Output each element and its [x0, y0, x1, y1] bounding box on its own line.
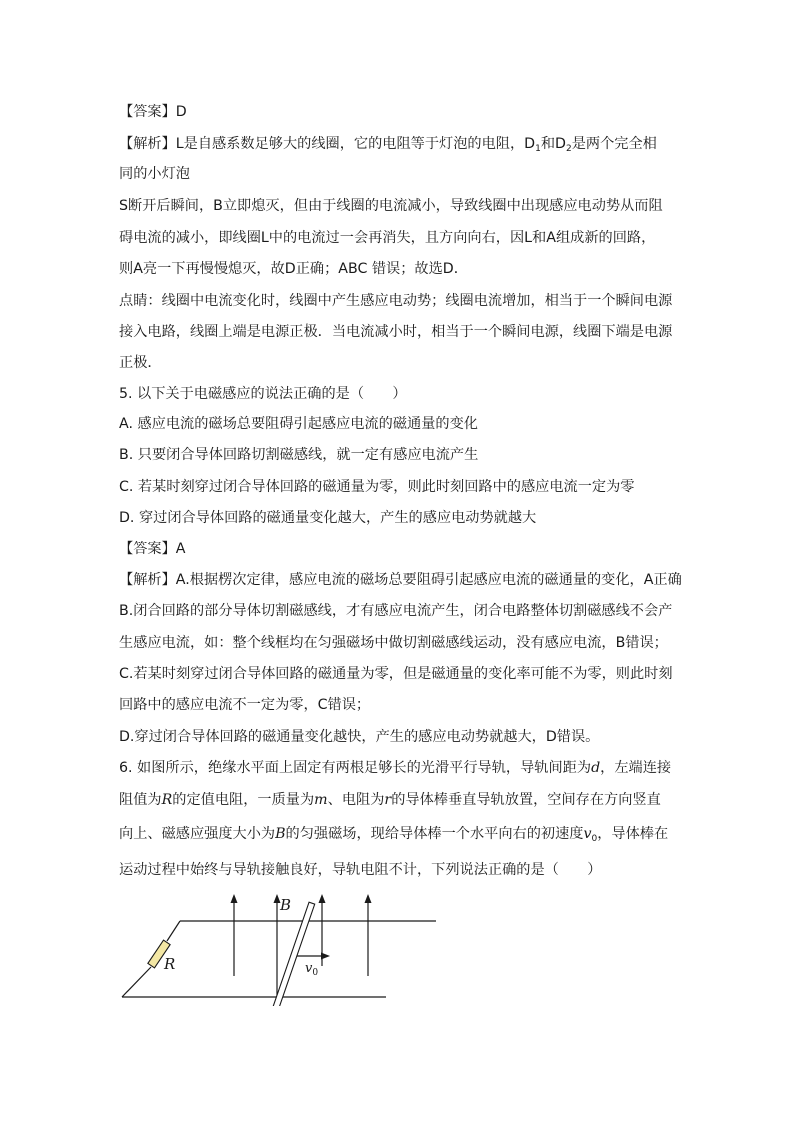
- q4-note-line-3: 正极．: [119, 355, 162, 371]
- q5-analysis-line-4: C.若某时刻穿过闭合导体回路的磁通量为零，但是磁通量的变化率可能不为零，则此时刻: [119, 666, 673, 682]
- q6-stem-line-2: 阻值为R的定值电阻，一质量为m、电阻为r的导体棒垂直导轨放置，空间存在方向竖直: [119, 792, 661, 808]
- q5-stem: 5. 以下关于电磁感应的说法正确的是（ ）: [119, 386, 407, 402]
- q5-analysis-line-6: D.穿过闭合导体回路的磁通量变化越快，产生的感应电动势就越大，D错误。: [119, 729, 600, 745]
- q4-note-line-2: 接入电路，线圈上端是电源正极．当电流减小时，相当于一个瞬间电源，线圈下端是电源: [119, 324, 673, 340]
- label-B: B: [280, 896, 292, 914]
- left-wire-bottom: [122, 967, 151, 997]
- q4-answer: 【答案】D: [119, 104, 187, 120]
- q5-analysis-line-2: B.闭合回路的部分导体切割磁感线，才有感应电流产生，闭合电路整体切割磁感线不会产: [119, 603, 673, 619]
- arrowhead-3: [319, 894, 326, 903]
- q5-analysis-line-3: 生感应电流，如：整个线框均在匀强磁场中做切割磁感线运动，没有感应电流，B错误；: [119, 635, 668, 651]
- q4-note-line-1: 点睛：线圈中电流变化时，线圈中产生感应电动势；线圈电流增加，相当于一个瞬间电源: [119, 293, 673, 309]
- conductor-rod: [271, 902, 314, 1006]
- q5-option-b: B. 只要闭合导体回路切割磁感线，就一定有感应电流产生: [119, 447, 479, 463]
- q4-analysis-line-1: 【解析】L是自感系数足够大的线圈，它的电阻等于灯泡的电阻，$D_1$和$D_2$是两个完全相: [119, 136, 657, 154]
- label-v0: $v_0$: [305, 961, 319, 978]
- label-R: R: [164, 955, 176, 973]
- q5-option-a: A. 感应电流的磁场总要阻碍引起感应电流的磁通量的变化: [119, 416, 478, 432]
- rail-circuit-figure: [118, 886, 448, 1006]
- q4-analysis-line-3: S断开后瞬间，B立即熄灭，但由于线圈的电流减小，导致线圈中出现感应电动势从而阻: [119, 198, 663, 214]
- q5-answer: 【答案】A: [119, 541, 186, 557]
- q4-analysis-line-5: 则A亮一下再慢慢熄灭，故D正确；ABC 错误；故选D．: [119, 261, 468, 277]
- left-wire-top: [167, 921, 180, 941]
- q5-analysis-line-1: 【解析】A.根据楞次定律，感应电流的磁场总要阻碍引起感应电流的磁通量的变化，A正确: [119, 572, 682, 588]
- q6-stem-line-3: 向上、磁感应强度大小为B的匀强磁场，现给导体棒一个水平向右的初速度$v_0$，导体棒在: [119, 826, 669, 844]
- arrowhead-4: [365, 894, 372, 903]
- q4-analysis-line-2: 同的小灯泡: [119, 166, 190, 182]
- q5-analysis-line-5: 回路中的感应电流不一定为零，C错误；: [119, 697, 371, 713]
- q5-option-c: C. 若某时刻穿过闭合导体回路的磁通量为零，则此时刻回路中的感应电流一定为零: [119, 479, 635, 495]
- q6-stem-line-4: 运动过程中始终与导轨接触良好，导轨电阻不计，下列说法正确的是（ ）: [119, 862, 602, 878]
- velocity-arrowhead: [321, 953, 330, 960]
- q6-stem-line-1: 6. 如图所示，绝缘水平面上固定有两根足够长的光滑平行导轨，导轨间距为d，左端连接: [119, 760, 672, 776]
- arrowhead-1: [231, 894, 238, 903]
- q5-option-d: D. 穿过闭合导体回路的磁通量变化越大，产生的感应电动势就越大: [119, 510, 537, 526]
- q4-analysis-line-4: 碍电流的减小，即线圈L中的电流过一会再消失，且方向向右，因L和A组成新的回路，: [119, 230, 656, 246]
